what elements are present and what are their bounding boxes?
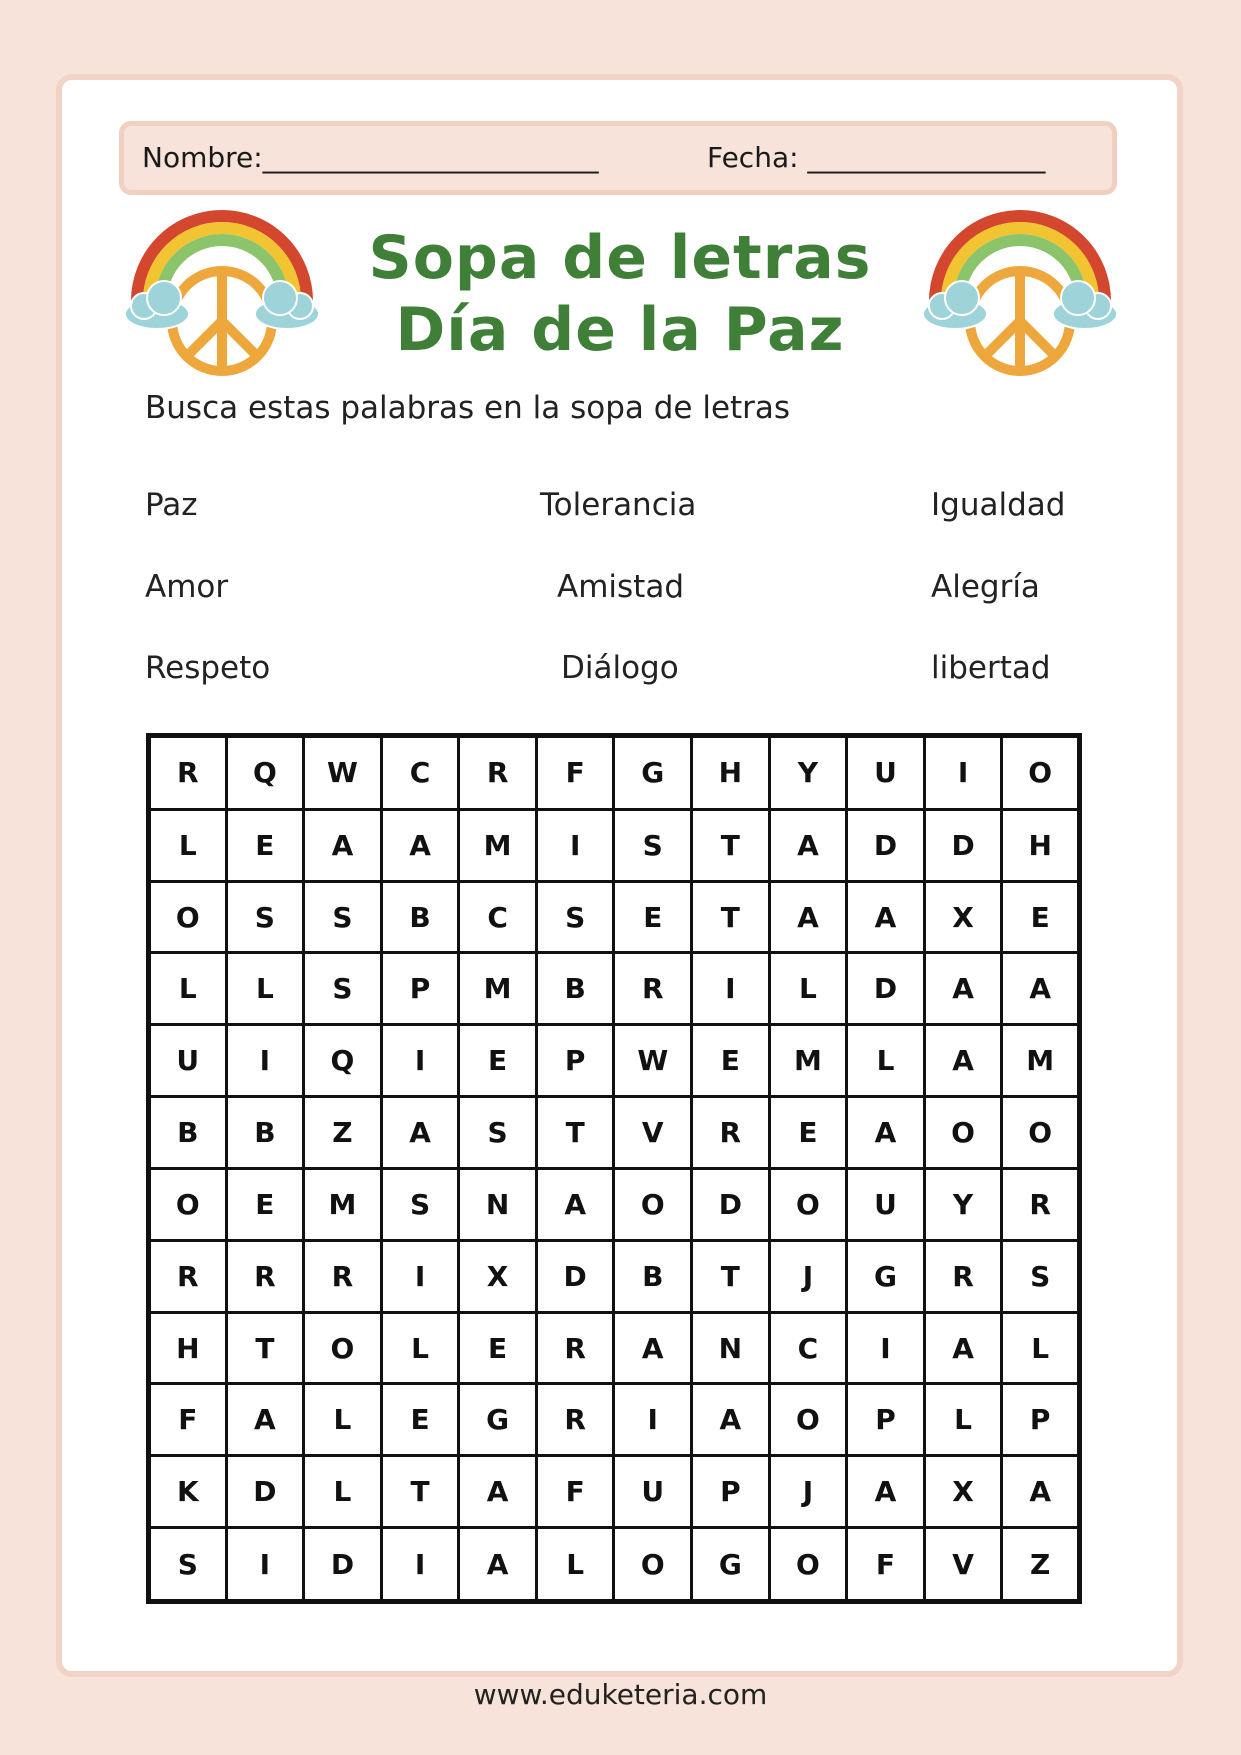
grid-cell[interactable]: Q: [226, 736, 304, 810]
grid-cell[interactable]: V: [614, 1097, 692, 1169]
grid-cell[interactable]: Q: [304, 1025, 382, 1097]
grid-cell[interactable]: A: [614, 1312, 692, 1384]
grid-cell[interactable]: E: [226, 1168, 304, 1240]
word-libertad: libertad: [931, 650, 1051, 686]
grid-cell[interactable]: R: [149, 1240, 227, 1312]
grid-cell[interactable]: Z: [304, 1097, 382, 1169]
grid-cell[interactable]: A: [304, 809, 382, 881]
grid-cell[interactable]: M: [304, 1168, 382, 1240]
grid-cell[interactable]: G: [692, 1528, 770, 1602]
grid-cell[interactable]: E: [226, 809, 304, 881]
grid-cell[interactable]: J: [769, 1240, 847, 1312]
page-title: [320, 222, 920, 366]
grid-cell[interactable]: T: [226, 1312, 304, 1384]
word-paz: Paz: [145, 487, 198, 523]
grid-cell[interactable]: F: [847, 1528, 925, 1602]
grid-cell[interactable]: O: [149, 1168, 227, 1240]
grid-cell[interactable]: F: [149, 1384, 227, 1456]
grid-cell[interactable]: I: [847, 1312, 925, 1384]
peace-rainbow-icon: [122, 206, 322, 381]
grid-cell[interactable]: X: [459, 1240, 537, 1312]
grid-cell[interactable]: S: [304, 881, 382, 953]
grid-cell[interactable]: E: [459, 1025, 537, 1097]
grid-row: [149, 1025, 1080, 1097]
grid-cell[interactable]: A: [1002, 1456, 1080, 1528]
grid-cell[interactable]: M: [459, 953, 537, 1025]
grid-cell[interactable]: I: [381, 1528, 459, 1602]
grid-cell[interactable]: K: [149, 1456, 227, 1528]
word-tolerancia: Tolerancia: [540, 487, 697, 523]
grid-cell[interactable]: A: [692, 1384, 770, 1456]
grid-row: [149, 1528, 1080, 1602]
grid-cell[interactable]: B: [536, 953, 614, 1025]
grid-cell[interactable]: R: [536, 1384, 614, 1456]
grid-row: [149, 953, 1080, 1025]
grid-cell[interactable]: A: [536, 1168, 614, 1240]
grid-cell[interactable]: E: [1002, 881, 1080, 953]
grid-cell[interactable]: L: [304, 1456, 382, 1528]
grid-cell[interactable]: O: [304, 1312, 382, 1384]
title-line-1: Sopa de letras: [368, 223, 872, 293]
grid-cell[interactable]: U: [847, 736, 925, 810]
grid-cell[interactable]: P: [381, 953, 459, 1025]
grid-cell[interactable]: I: [381, 1240, 459, 1312]
grid-cell[interactable]: T: [692, 1240, 770, 1312]
grid-cell[interactable]: A: [226, 1384, 304, 1456]
grid-cell[interactable]: I: [381, 1025, 459, 1097]
grid-cell[interactable]: O: [1002, 736, 1080, 810]
grid-cell[interactable]: L: [536, 1528, 614, 1602]
word-amistad: Amistad: [557, 569, 684, 605]
grid-cell[interactable]: I: [924, 736, 1002, 810]
grid-cell[interactable]: D: [692, 1168, 770, 1240]
grid-cell[interactable]: S: [381, 1168, 459, 1240]
grid-cell[interactable]: R: [226, 1240, 304, 1312]
grid-cell[interactable]: T: [536, 1097, 614, 1169]
grid-cell[interactable]: X: [924, 1456, 1002, 1528]
grid-cell[interactable]: S: [149, 1528, 227, 1602]
grid-cell[interactable]: C: [459, 881, 537, 953]
grid-cell[interactable]: I: [692, 953, 770, 1025]
peace-rainbow-icon: [920, 206, 1120, 381]
grid-cell[interactable]: P: [847, 1384, 925, 1456]
grid-cell[interactable]: J: [769, 1456, 847, 1528]
grid-cell[interactable]: A: [924, 953, 1002, 1025]
grid-cell[interactable]: I: [536, 809, 614, 881]
grid-row: [149, 809, 1080, 881]
grid-cell[interactable]: R: [149, 736, 227, 810]
grid-cell[interactable]: S: [536, 881, 614, 953]
grid-cell[interactable]: N: [459, 1168, 537, 1240]
grid-cell[interactable]: E: [381, 1384, 459, 1456]
grid-cell[interactable]: M: [769, 1025, 847, 1097]
grid-cell[interactable]: R: [304, 1240, 382, 1312]
grid-cell[interactable]: L: [847, 1025, 925, 1097]
grid-cell[interactable]: H: [1002, 809, 1080, 881]
grid-row: [149, 1240, 1080, 1312]
grid-cell[interactable]: T: [381, 1456, 459, 1528]
grid-cell[interactable]: O: [149, 881, 227, 953]
word-amor: Amor: [145, 569, 229, 605]
grid-cell[interactable]: B: [226, 1097, 304, 1169]
grid-cell[interactable]: L: [149, 809, 227, 881]
grid-cell[interactable]: B: [149, 1097, 227, 1169]
grid-cell[interactable]: L: [304, 1384, 382, 1456]
grid-cell[interactable]: W: [304, 736, 382, 810]
word-dialogo: Diálogo: [561, 650, 679, 686]
grid-cell[interactable]: R: [536, 1312, 614, 1384]
grid-row: [149, 1312, 1080, 1384]
grid-cell[interactable]: A: [847, 881, 925, 953]
grid-cell[interactable]: S: [304, 953, 382, 1025]
grid-cell[interactable]: T: [692, 881, 770, 953]
grid-cell[interactable]: D: [847, 953, 925, 1025]
title-line-2: Día de la Paz: [395, 295, 845, 365]
grid-cell[interactable]: S: [459, 1097, 537, 1169]
grid-cell[interactable]: E: [459, 1312, 537, 1384]
grid-row: [149, 736, 1080, 810]
grid-cell[interactable]: L: [226, 953, 304, 1025]
grid-cell[interactable]: A: [1002, 953, 1080, 1025]
grid-cell[interactable]: A: [847, 1097, 925, 1169]
grid-cell[interactable]: A: [769, 809, 847, 881]
grid-cell[interactable]: X: [924, 881, 1002, 953]
grid-cell[interactable]: S: [226, 881, 304, 953]
grid-cell[interactable]: V: [924, 1528, 1002, 1602]
grid-cell[interactable]: D: [924, 809, 1002, 881]
grid-cell[interactable]: E: [614, 881, 692, 953]
grid-cell[interactable]: G: [459, 1384, 537, 1456]
student-info-bar: [119, 121, 1117, 195]
word-respeto: Respeto: [145, 650, 271, 686]
grid-cell[interactable]: D: [304, 1528, 382, 1602]
grid-cell[interactable]: O: [769, 1168, 847, 1240]
grid-cell[interactable]: L: [149, 953, 227, 1025]
grid-cell[interactable]: D: [226, 1456, 304, 1528]
grid-cell[interactable]: W: [614, 1025, 692, 1097]
grid-cell[interactable]: T: [692, 809, 770, 881]
grid-cell[interactable]: F: [536, 736, 614, 810]
grid-cell[interactable]: O: [1002, 1097, 1080, 1169]
grid-cell[interactable]: I: [226, 1528, 304, 1602]
grid-cell[interactable]: A: [459, 1528, 537, 1602]
grid-cell[interactable]: A: [381, 1097, 459, 1169]
grid-cell[interactable]: R: [614, 953, 692, 1025]
grid-cell[interactable]: Y: [924, 1168, 1002, 1240]
grid-cell[interactable]: A: [924, 1025, 1002, 1097]
grid-cell[interactable]: B: [381, 881, 459, 953]
grid-cell[interactable]: R: [924, 1240, 1002, 1312]
grid-cell[interactable]: E: [692, 1025, 770, 1097]
word-alegria: Alegría: [931, 569, 1040, 605]
grid-cell[interactable]: R: [1002, 1168, 1080, 1240]
grid-cell[interactable]: P: [536, 1025, 614, 1097]
grid-cell[interactable]: L: [924, 1384, 1002, 1456]
grid-cell[interactable]: U: [847, 1168, 925, 1240]
grid-cell[interactable]: G: [614, 736, 692, 810]
grid-cell[interactable]: C: [769, 1312, 847, 1384]
grid-cell[interactable]: E: [769, 1097, 847, 1169]
grid-cell[interactable]: G: [847, 1240, 925, 1312]
footer-url: www.eduketeria.com: [473, 1678, 768, 1711]
grid-row: [149, 881, 1080, 953]
grid-cell[interactable]: D: [536, 1240, 614, 1312]
grid-cell[interactable]: Y: [769, 736, 847, 810]
grid-row: [149, 1384, 1080, 1456]
grid-cell[interactable]: O: [924, 1097, 1002, 1169]
grid-cell[interactable]: S: [614, 809, 692, 881]
grid-cell[interactable]: A: [381, 809, 459, 881]
grid-cell[interactable]: I: [226, 1025, 304, 1097]
grid-cell[interactable]: A: [847, 1456, 925, 1528]
grid-cell[interactable]: O: [614, 1528, 692, 1602]
grid-cell[interactable]: A: [924, 1312, 1002, 1384]
grid-cell[interactable]: S: [1002, 1240, 1080, 1312]
grid-cell[interactable]: H: [149, 1312, 227, 1384]
grid-cell[interactable]: A: [459, 1456, 537, 1528]
grid-cell[interactable]: L: [381, 1312, 459, 1384]
grid-cell[interactable]: O: [769, 1384, 847, 1456]
grid-cell[interactable]: Z: [1002, 1528, 1080, 1602]
grid-cell[interactable]: R: [459, 736, 537, 810]
grid-row: [149, 1168, 1080, 1240]
instruction-text: Busca estas palabras en la sopa de letras: [145, 390, 791, 426]
grid-cell[interactable]: D: [847, 809, 925, 881]
grid-cell[interactable]: P: [1002, 1384, 1080, 1456]
grid-cell[interactable]: L: [769, 953, 847, 1025]
grid-cell[interactable]: U: [149, 1025, 227, 1097]
word-igualdad: Igualdad: [931, 487, 1066, 523]
grid-cell[interactable]: F: [536, 1456, 614, 1528]
grid-cell[interactable]: N: [692, 1312, 770, 1384]
grid-cell[interactable]: H: [692, 736, 770, 810]
grid-cell[interactable]: O: [769, 1528, 847, 1602]
name-field[interactable]: Nombre:________________________: [142, 141, 599, 174]
grid-cell[interactable]: U: [614, 1456, 692, 1528]
grid-row: [149, 1097, 1080, 1169]
grid-cell[interactable]: M: [459, 809, 537, 881]
grid-cell[interactable]: L: [1002, 1312, 1080, 1384]
word-search-grid: [146, 733, 1082, 1604]
grid-cell[interactable]: M: [1002, 1025, 1080, 1097]
grid-cell[interactable]: C: [381, 736, 459, 810]
grid-cell[interactable]: R: [692, 1097, 770, 1169]
grid-cell[interactable]: O: [614, 1168, 692, 1240]
grid-cell[interactable]: A: [769, 881, 847, 953]
grid-row: [149, 1456, 1080, 1528]
date-field[interactable]: Fecha: _________________: [707, 141, 1046, 174]
grid-cell[interactable]: I: [614, 1384, 692, 1456]
grid-cell[interactable]: B: [614, 1240, 692, 1312]
grid-cell[interactable]: P: [692, 1456, 770, 1528]
